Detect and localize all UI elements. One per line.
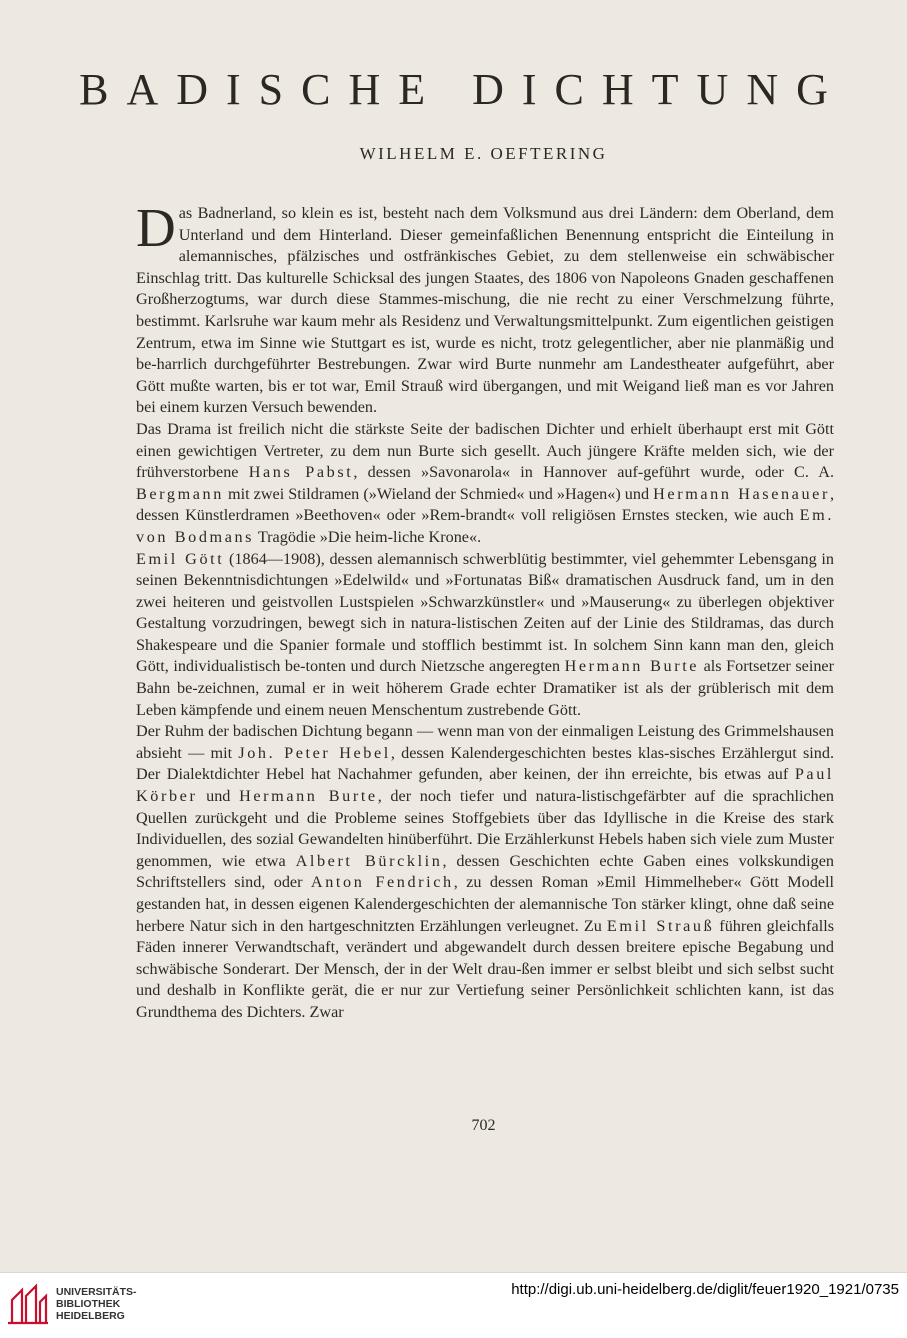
spaced-name: Joh. Peter Hebel [238, 743, 391, 762]
text-run: , dessen Künstlerdramen »Beethoven« oder »Rem-brandt« voll religiösen Ernstes stecken, wie auch [136, 484, 834, 525]
spaced-name: Em. von Bodmans [136, 506, 834, 546]
permalink-url[interactable]: http://digi.ub.uni-heidelberg.de/diglit/feuer1920_1921/0735 [511, 1281, 899, 1298]
page-number: 702 [471, 1117, 496, 1134]
spaced-name: Emil Gött [136, 549, 225, 568]
text-run: , zu dessen Roman »Emil Himmelheber« Gött Modell gestanden hat, in dessen eigenen Kalendergeschichten der alemannische Ton stärker klingt, ohne daß seine herbere Natur sich in den hartgeschnitzten Erzählungen verleugnet. Zu [136, 873, 834, 935]
text-run: , dessen Kalendergeschichten bestes klas-sisches Erzählergut sind. Der Dialektdichter Hebel hat Nachahmer gefunden, aber keinen, der ihn erreichte, bis etwas auf [136, 743, 835, 784]
spaced-name: Hermann Burte [239, 787, 378, 806]
spaced-name: Bergmann [136, 484, 224, 503]
text-run: Das Drama ist freilich nicht die stärkste Seite der badischen Dichter und erhielt überhaupt erst mit Gött einen gewichtigen Vertreter, zu dem nun Burte sich gesellt. Auch jüngere Kräfte melden sich, wie der frühverstorbene [136, 419, 834, 482]
digitization-footer [0, 1272, 907, 1338]
drop-cap: D [136, 197, 176, 258]
paragraph-4 [136, 721, 834, 1023]
paragraph-1 [136, 197, 834, 419]
text-run: Der Ruhm der badischen Dichtung begann — wenn man von der einmaligen Leistung des Grimmelshausen absieht — mit [136, 722, 834, 762]
text-run: mit zwei Stildramen (»Wieland der Schmied« und »Hagen«) und [223, 484, 654, 503]
article-author: WILHELM E. OEFTERING [359, 144, 608, 163]
text-run: , der noch tiefer und natura-listischgefärbter auf die sprachlichen Quellen zurückgeht und die Probleme seines Stoffgebiets über das Idyllische in die Kreise des stark Individuellen, des sozial Gewandelten hinüberführt. Die Erzählerkunst Hebels haben sich viele zum Muster genommen, wie etwa [136, 787, 834, 870]
spaced-name: Hans Pabst [248, 463, 354, 482]
text-run: und [197, 787, 240, 806]
spaced-name: Emil Strauß [606, 916, 715, 935]
library-line-1: UNIVERSITÄTS- [56, 1286, 137, 1298]
text-run: führen gleichfalls Fäden innerer Verwandtschaft, verändert und abgewandelt durch dessen breitere epische Begabung und schwäbische Sonderart. Der Mensch, der in der Welt drau-ßen immer er selbst bleibt und sich selbst sucht und deshalb in Konflikte gerät, die er nur zur Vertiefung seiner Persönlichkeit schlichten kann, ist das Grundthema des Dichters. Zwar [136, 916, 835, 1021]
text-run: Tragödie »Die heim-liche Krone«. [254, 527, 482, 546]
text-run: als Fortsetzer seiner Bahn be-zeichnen, zumal er in weit höherem Grade echter Dramatiker ist als der grüblerisch mit dem Leben kämpfende und einem neuen Menschentum zustrebende Gött. [136, 657, 834, 719]
text-run: , dessen Geschichten echte Gaben eines volkskundigen Schriftstellers sind, oder [136, 851, 835, 892]
library-name [56, 1286, 137, 1322]
library-line-3: HEIDELBERG [56, 1310, 125, 1322]
article-title: BADISCHE DICHTUNG [79, 65, 846, 114]
paragraph-1-text: as Badnerland, so klein es ist, besteht nach dem Volksmund aus drei Ländern: dem Oberland, dem Unterland und dem Hinterland. Dieser gemeinfaßlichen Benennung entspricht die Einteilung in alemannisches, pfälzisches und ostfränkisches Gebiet, zu dem stellenweise ein schwäbischer Einschlag tritt. Das kulturelle Schicksal des jungen Staates, des 1806 von Napoleons Gnaden geschaffenen Großherzogtums, war durch diese Stammes-mischung, die nie recht zu einer Verschmelzung führte, bestimmt. Karlsruhe war kaum mehr als Residenz und Verwaltungsmittelpunkt. Zum eigentlichen geistigen Zentrum, etwa im Sinne wie Stuttgart es ist, wurde es nicht, trotz gelegentlicher, aber nie planmäßig und be-harrlich durchgeführter Bestrebungen. Zwar wird Burte nunmehr am Landestheater aufgeführt, aber Gött mußte warten, bis er tot war, Emil Strauß wird übergangen, und mit Weigand ließ man es vor Jahren bei einem kurzen Versuch bewenden. [136, 204, 834, 417]
paragraph-2 [136, 419, 834, 549]
text-run: , dessen »Savonarola« in Hannover auf-geführt wurde, oder C. A. [353, 463, 834, 482]
spaced-name: Anton Fendrich [310, 873, 454, 892]
library-line-2: BIBLIOTHEK [56, 1298, 121, 1310]
article-body [136, 197, 835, 1024]
spaced-name: Paul Körber [136, 765, 834, 806]
spaced-name: Albert Bürcklin [295, 851, 443, 870]
paragraph-3 [136, 549, 834, 722]
text-run: (1864—1908), dessen alemannisch schwerblütig bestimmter, viel gehemmter Lebensgang in seinen Bekenntnisdichtungen »Edelwild« und »Fortunatas Biß« dramatischen Ausdruck fand, um in den zwei heiteren und geistvollen Lustspielen »Schwarzkünstler« und »Mauserung« zu überlegen objektiver Gestaltung vorzudringen, bewegt sich in natura-listischen Zeiten auf der Linie des Stildramas, das durch Shakespeare und die Spanier formale und stofflich bestimmt ist. In solchem Sinn kann man den, gleich Gött, individualistisch be-tonten und durch Nietzsche angeregten [136, 549, 835, 676]
spaced-name: Hermann Burte [564, 657, 700, 676]
university-library-logo-icon [6, 1282, 50, 1326]
spaced-name: Hermann Hasenauer [653, 484, 830, 503]
